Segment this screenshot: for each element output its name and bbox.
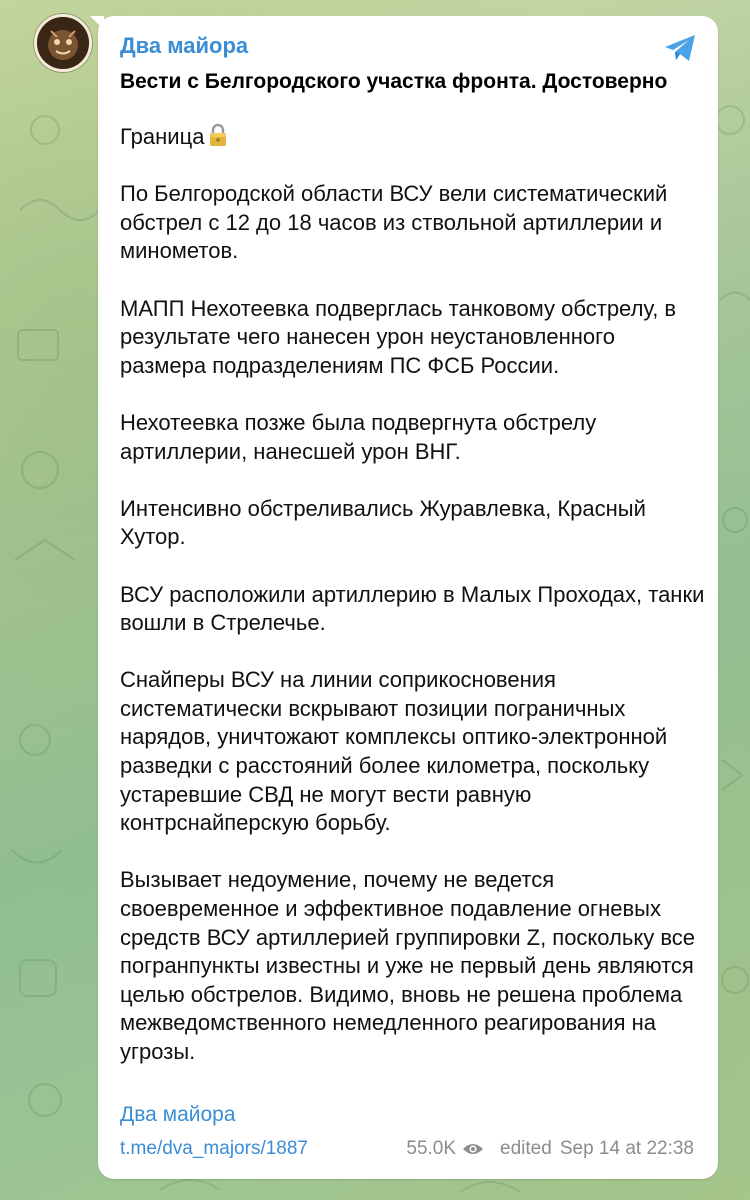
section-heading	[120, 123, 705, 152]
section-heading-text: Граница	[120, 124, 205, 149]
channel-name[interactable]: Два майора	[120, 33, 249, 58]
signature-link[interactable]: Два майора	[120, 1103, 236, 1126]
message-paragraph: ВСУ расположили артиллерию в Малых Проходах, танки вошли в Стрелечье.	[120, 581, 705, 636]
message-paragraph: По Белгородской области ВСУ вели систематический обстрел с 12 до 18 часов из ствольной артиллерии и минометов.	[120, 181, 668, 264]
message-bubble	[98, 16, 718, 1179]
message-body	[120, 123, 705, 1095]
message-title: Вести с Белгородского участка фронта. Достоверно	[120, 70, 668, 93]
dva-mayora-avatar-icon	[37, 17, 89, 69]
lock-icon	[208, 123, 228, 147]
view-count: 55.0K	[406, 1138, 457, 1159]
timestamp: Sep 14 at 22:38	[559, 1138, 694, 1159]
eye-icon	[462, 1142, 484, 1156]
telegram-share-icon[interactable]	[662, 30, 698, 66]
message-paragraph: МАПП Нехотеевка подверглась танковому обстрелу, в результате чего нанесен урон неустановленного размера подразделениям ПС ФСБ России.	[120, 295, 677, 378]
post-link[interactable]: t.me/dva_majors/1887	[120, 1138, 308, 1159]
message-paragraph: Интенсивно обстреливались Журавлевка, Красный Хутор.	[120, 495, 646, 550]
edited-label: edited	[500, 1138, 552, 1159]
message-paragraph: Нехотеевка позже была подвергнута обстрелу артиллерии, нанесшей урон ВНГ.	[120, 409, 597, 464]
message-paragraph: Снайперы ВСУ на линии соприкосновения систематически вскрывают позиции пограничных нарядов, уничтожают комплексы оптико-электронной разведки с расстояний более километра, поскольку устаревшие СВД не могут вести равную контрснайперскую борьбу.	[120, 667, 668, 836]
message-paragraph: Вызывает недоумение, почему не ведется своевременное и эффективное подавление огневых средств ВСУ артиллерией группировки Z, поскольку все погранпункты известны и уже не первый день являются целью обстрелов. Видимо, вновь не решена проблема межведомственного немедленного реагирования на угрозы.	[120, 867, 696, 1064]
channel-avatar[interactable]	[34, 14, 92, 72]
message-footer	[120, 1136, 694, 1162]
